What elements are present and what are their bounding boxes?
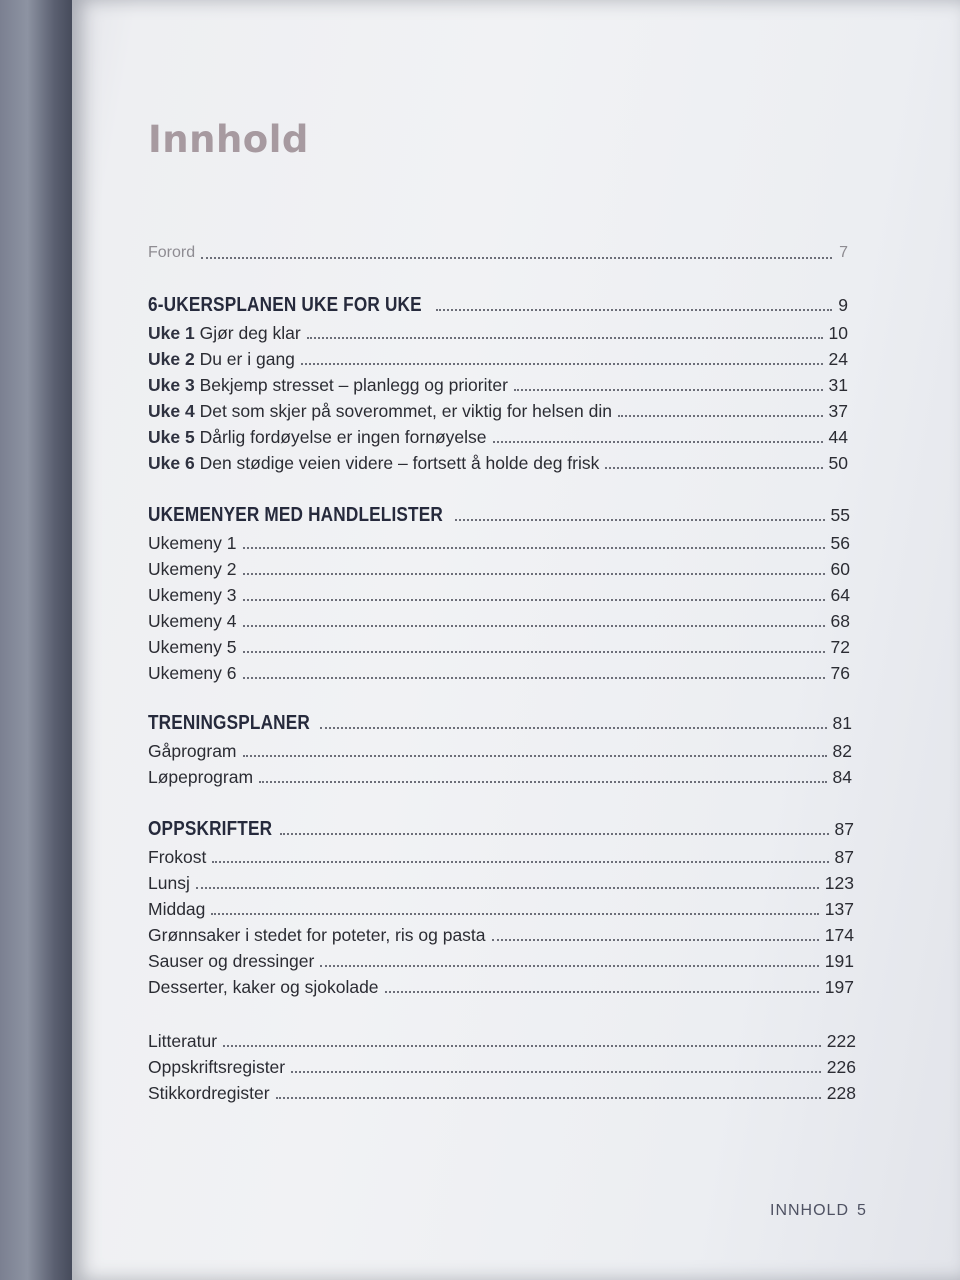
- toc-entry-page: 55: [830, 505, 850, 525]
- toc-entry-page: 7: [839, 244, 848, 261]
- dot-leader: [276, 1097, 821, 1099]
- toc-entry-page: 228: [826, 1083, 856, 1103]
- toc-entry-frokost: [148, 846, 854, 868]
- toc-entry-page: 137: [824, 899, 854, 919]
- toc-entry-page: 222: [826, 1031, 856, 1051]
- dot-leader: [259, 781, 826, 783]
- toc-entry-title: Den stødige veien videre – fortsett å holde deg frisk: [199, 453, 600, 473]
- toc-entry-lunsj: [148, 872, 854, 894]
- toc-entry-page: 81: [832, 713, 852, 733]
- dot-leader: [455, 519, 825, 521]
- toc-entry-ukemeny-1: [148, 532, 850, 554]
- toc-entry-title: Desserter, kaker og sjokolade: [148, 977, 379, 997]
- dot-leader: [493, 441, 823, 443]
- dot-leader: [243, 677, 825, 679]
- toc-entry-page: 84: [832, 767, 852, 787]
- dot-leader: [291, 1071, 821, 1073]
- toc-entry-title: Oppskriftsregister: [148, 1057, 286, 1077]
- toc-entry-uke-2: [148, 348, 848, 370]
- toc-entry-page: 87: [834, 847, 854, 867]
- dot-leader: [243, 599, 825, 601]
- dot-leader: [243, 573, 825, 575]
- toc-section-title: 6-UKERSPLANEN UKE FOR UKE: [148, 294, 422, 316]
- toc-entry-uke-4: [148, 400, 848, 422]
- toc-entry-desserter: [148, 976, 854, 998]
- toc-entry-title: Ukemeny 2: [148, 559, 237, 579]
- toc-entry-page: 64: [830, 585, 850, 605]
- dot-leader: [212, 861, 828, 863]
- toc-entry-uke-1: [148, 322, 848, 344]
- toc-entry-page: 60: [830, 559, 850, 579]
- dot-leader: [196, 887, 819, 889]
- toc-entry-title: Ukemeny 3: [148, 585, 237, 605]
- toc-entry-title: Bekjemp stresset – planlegg og prioriter: [199, 375, 508, 395]
- toc-section-ukemenyer: [148, 504, 850, 526]
- toc-entry-lead: Uke 3: [148, 375, 195, 395]
- toc-section-oppskrifter: [148, 818, 854, 840]
- toc-entry-title: Ukemeny 4: [148, 611, 237, 631]
- toc-entry-uke-5: [148, 426, 848, 448]
- toc-entry-page: 123: [824, 873, 854, 893]
- toc-section-title: UKEMENYER MED HANDLELISTER: [148, 504, 443, 526]
- toc-section-6-ukersplanen: [148, 294, 848, 316]
- toc-entry-lead: Uke 4: [148, 401, 195, 421]
- toc-entry-page: 82: [832, 741, 852, 761]
- dot-leader: [320, 965, 818, 967]
- toc-entry-page: 10: [828, 323, 848, 343]
- toc-entry-title: Stikkordregister: [148, 1083, 270, 1103]
- dot-leader: [492, 939, 819, 941]
- toc-entry-page: 174: [824, 925, 854, 945]
- toc-entry-title: Grønnsaker i stedet for poteter, ris og pasta: [148, 925, 486, 945]
- dot-leader: [436, 309, 832, 311]
- toc-entry-page: 68: [830, 611, 850, 631]
- toc-entry-page: 56: [830, 533, 850, 553]
- toc-entry-title: Ukemeny 5: [148, 637, 237, 657]
- toc-entry-ukemeny-3: [148, 584, 850, 606]
- toc-entry-title: Lunsj: [148, 873, 190, 893]
- toc-entry-title: Sauser og dressinger: [148, 951, 315, 971]
- toc-entry-page: 226: [826, 1057, 856, 1077]
- toc-entry-lead: Uke 1: [148, 323, 195, 343]
- toc-entry-ukemeny-4: [148, 610, 850, 632]
- toc-entry-lead: Uke 2: [148, 349, 195, 369]
- toc-entry-title: Du er i gang: [199, 349, 295, 369]
- dot-leader: [280, 833, 828, 835]
- dot-leader: [320, 727, 826, 729]
- toc-entry-oppskriftsregister: [148, 1056, 856, 1078]
- toc-entry-sauser: [148, 950, 854, 972]
- toc-entry-gaprogram: [148, 740, 852, 762]
- toc-entry-title: Ukemeny 1: [148, 533, 237, 553]
- toc-entry-title: Frokost: [148, 847, 207, 867]
- toc-entry-gronnsaker: [148, 924, 854, 946]
- toc-entry-page: 87: [834, 819, 854, 839]
- toc-entry-title: Dårlig fordøyelse er ingen fornøyelse: [199, 427, 487, 447]
- toc-entry-page: 76: [830, 663, 850, 683]
- toc-entry-ukemeny-2: [148, 558, 850, 580]
- toc-entry-lead: Uke 5: [148, 427, 195, 447]
- toc-entry-page: 9: [838, 295, 848, 315]
- toc-entry-litteratur: [148, 1030, 856, 1052]
- toc-entry-lopeprogram: [148, 766, 852, 788]
- dot-leader: [211, 913, 818, 915]
- dot-leader: [307, 337, 823, 339]
- toc-entry-title: Gåprogram: [148, 741, 237, 761]
- page-title: Innhold: [148, 118, 309, 161]
- footer-label: INNHOLD: [770, 1202, 850, 1219]
- toc-section-title: OPPSKRIFTER: [148, 818, 273, 840]
- toc-section-title: TRENINGSPLANER: [148, 712, 311, 734]
- dot-leader: [243, 755, 827, 757]
- toc-entry-stikkordregister: [148, 1082, 856, 1104]
- toc-entry-title: Ukemeny 6: [148, 663, 237, 683]
- toc-entry-middag: [148, 898, 854, 920]
- toc-entry-page: 31: [828, 375, 848, 395]
- toc-entry-forord: [148, 242, 848, 264]
- dot-leader: [301, 363, 823, 365]
- toc-entry-page: 197: [824, 977, 854, 997]
- toc-entry-uke-6: [148, 452, 848, 474]
- toc-entry-ukemeny-6: [148, 662, 850, 684]
- toc-section-treningsplaner: [148, 712, 852, 734]
- toc-entry-page: 44: [828, 427, 848, 447]
- dot-leader: [243, 651, 825, 653]
- toc-entry-page: 191: [824, 951, 854, 971]
- toc-entry-title: Løpeprogram: [148, 767, 254, 787]
- dot-leader: [385, 991, 819, 993]
- dot-leader: [514, 389, 823, 391]
- toc-entry-ukemeny-5: [148, 636, 850, 658]
- dot-leader: [223, 1045, 821, 1047]
- toc-entry-page: 24: [828, 349, 848, 369]
- page-footer: [770, 1202, 867, 1220]
- dot-leader: [201, 257, 832, 259]
- page-number: 5: [857, 1202, 867, 1219]
- toc-entry-title: Gjør deg klar: [199, 323, 301, 343]
- toc-entry-title: Det som skjer på soverommet, er viktig for helsen din: [199, 401, 612, 421]
- toc-entry-uke-3: [148, 374, 848, 396]
- toc-entry-title: Forord: [148, 244, 196, 261]
- toc-entry-page: 72: [830, 637, 850, 657]
- toc-entry-page: 50: [828, 453, 848, 473]
- dot-leader: [605, 467, 822, 469]
- toc-entry-title: Litteratur: [148, 1031, 218, 1051]
- dot-leader: [243, 625, 825, 627]
- toc-entry-title: Middag: [148, 899, 206, 919]
- toc-entry-page: 37: [828, 401, 848, 421]
- toc-entry-lead: Uke 6: [148, 453, 195, 473]
- dot-leader: [243, 547, 825, 549]
- dot-leader: [618, 415, 823, 417]
